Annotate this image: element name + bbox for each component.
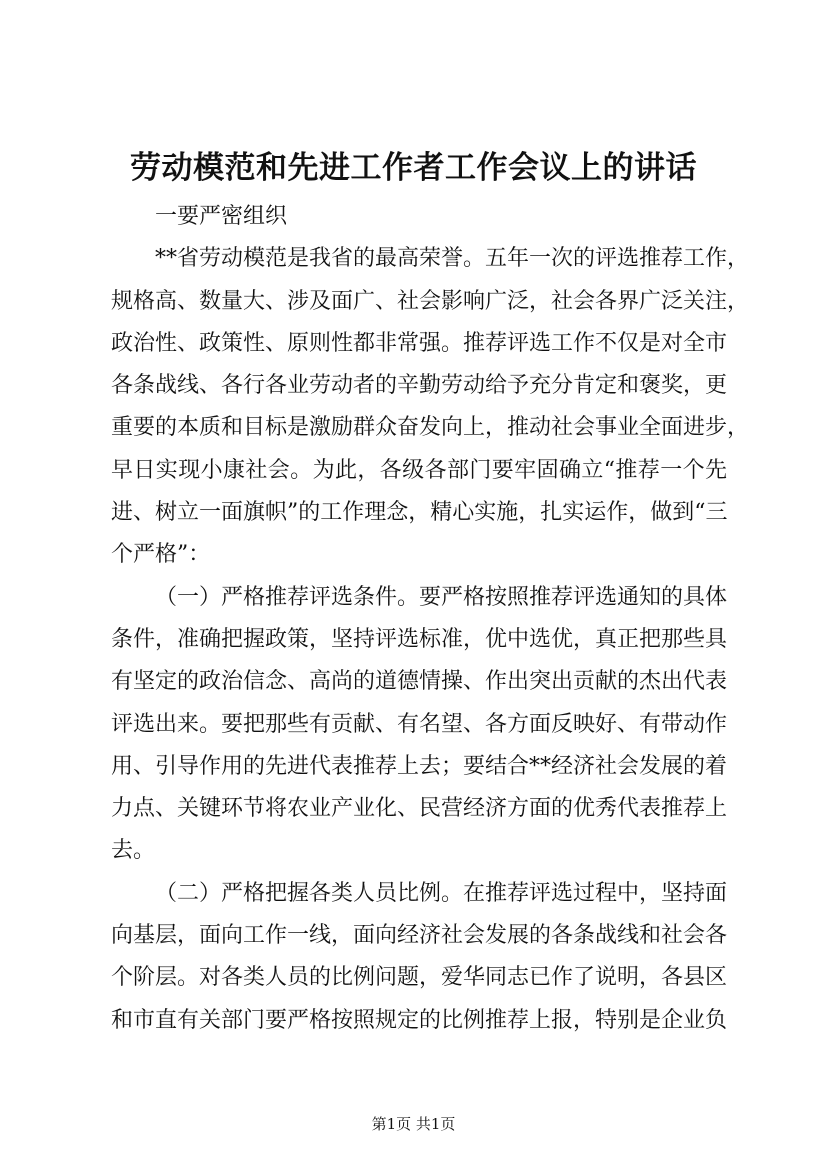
text-line: 力点、关键环节将农业产业化、民营经济方面的优秀代表推荐上 xyxy=(111,796,728,822)
text-line: 早日实现小康社会。为此，各级各部门要牢固确立“推荐一个先 xyxy=(111,457,727,483)
text-line: 各条战线、各行各业劳动者的辛勤劳动给予充分肯定和褒奖，更 xyxy=(111,373,728,399)
text-line: 一要严密组织 xyxy=(155,204,288,229)
text-line: （二）严格把握各类人员比例。在推荐评选过程中，坚持面 xyxy=(155,880,728,906)
text-line: 条件，准确把握政策，坚持评选标准，优中选优，真正把那些具 xyxy=(111,626,728,652)
text-line: 个阶层。对各类人员的比例问题，爱华同志已作了说明，各县区 xyxy=(111,965,728,991)
document-title: 劳动模范和先进工作者工作会议上的讲话 xyxy=(130,150,697,186)
text-line: 个严格”： xyxy=(111,542,211,568)
text-line: 政治性、政策性、原则性都非常强。推荐评选工作不仅是对全市 xyxy=(111,330,728,356)
page-footer: 第1页 共1页 xyxy=(371,1115,456,1133)
text-line: （一）严格推荐评选条件。要严格按照推荐评选通知的具体 xyxy=(155,584,728,610)
text-line: **省劳动模范是我省的最高荣誉。五年一次的评选推荐工作， xyxy=(155,246,750,272)
text-line: 去。 xyxy=(111,838,156,864)
document-body xyxy=(111,196,750,1042)
text-line: 重要的本质和目标是激励群众奋发向上，推动社会事业全面进步， xyxy=(111,415,750,441)
text-line: 和市直有关部门要严格按照规定的比例推荐上报，特别是企业负 xyxy=(111,1007,728,1033)
text-line: 进、树立一面旗帜”的工作理念，精心实施，扎实运作，做到“三 xyxy=(111,500,728,526)
text-line: 向基层，面向工作一线，面向经济社会发展的各条战线和社会各 xyxy=(111,923,728,949)
text-line: 用、引导作用的先进代表推荐上去；要结合**经济社会发展的着 xyxy=(111,753,728,779)
text-line: 规格高、数量大、涉及面广、社会影响广泛，社会各界广泛关注， xyxy=(111,288,750,314)
text-line: 有坚定的政治信念、高尚的道德情操、作出突出贡献的杰出代表 xyxy=(111,669,728,695)
text-line: 评选出来。要把那些有贡献、有名望、各方面反映好、有带动作 xyxy=(111,711,728,737)
